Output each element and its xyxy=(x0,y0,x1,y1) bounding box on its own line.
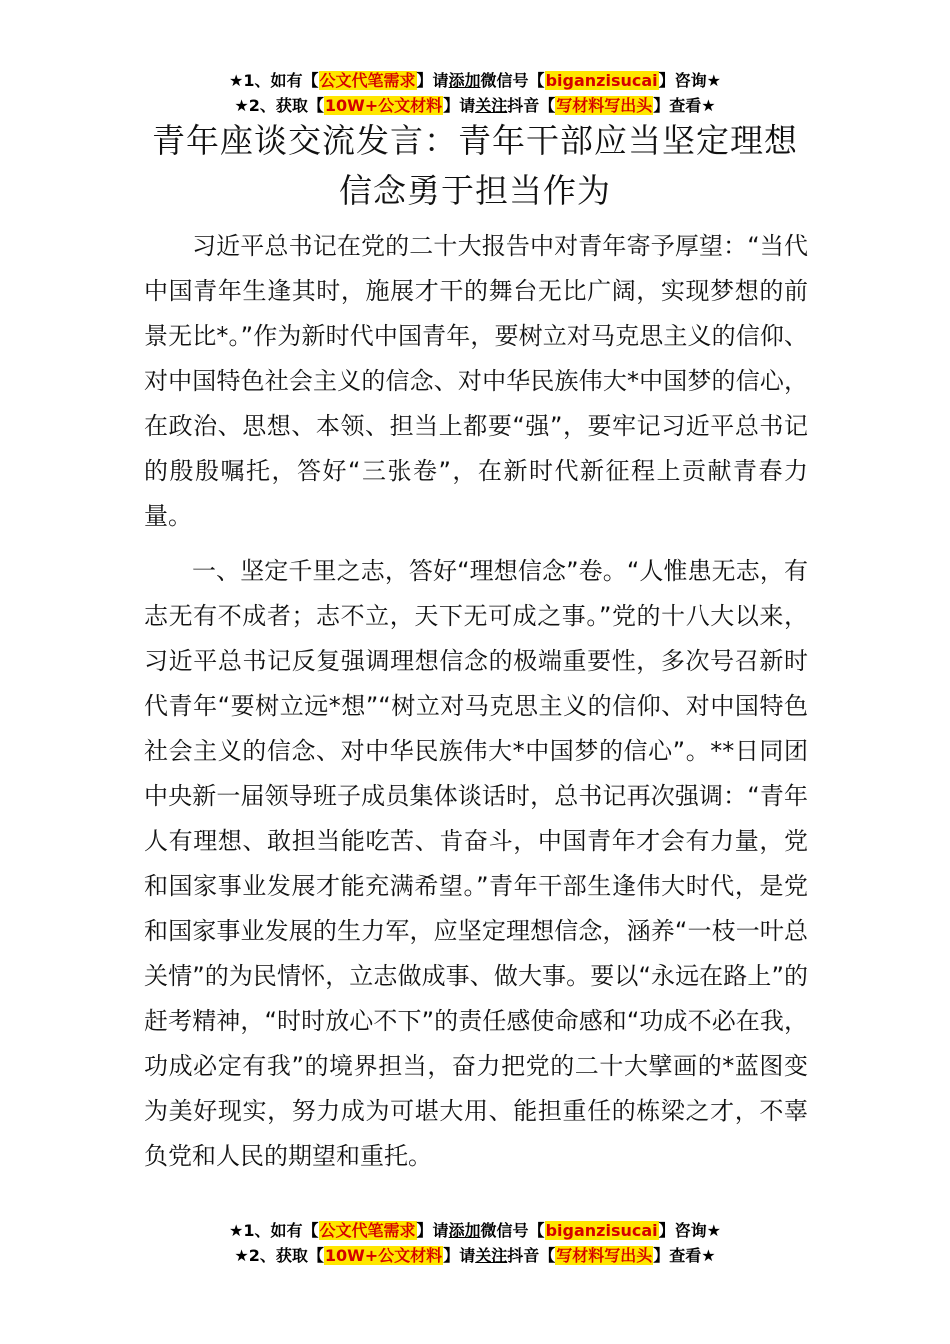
promo-text: 微信号【 xyxy=(480,71,545,90)
promo-highlight: 公文代笔需求 xyxy=(319,71,416,90)
promo-line-2 xyxy=(0,93,950,118)
promo-text: ★1、如有【 xyxy=(229,1221,319,1240)
promo-line-1 xyxy=(0,68,950,93)
promo-highlight-douyin-account: 写材料写出头 xyxy=(556,1246,653,1265)
title-line-1: 青年座谈交流发言：青年干部应当坚定理想 xyxy=(152,121,798,160)
document-title xyxy=(120,116,830,216)
promo-text: ★2、获取【 xyxy=(234,96,324,115)
promo-text: 】请 xyxy=(443,1246,476,1265)
header-promo-banner xyxy=(0,68,950,118)
footer-promo-banner xyxy=(0,1218,950,1268)
promo-highlight: 10W+公文材料 xyxy=(324,96,443,115)
promo-highlight-douyin-account: 写材料写出头 xyxy=(556,96,653,115)
promo-highlight-wechat-id: biganzisucai xyxy=(545,1221,658,1240)
promo-text: 】请 xyxy=(416,71,449,90)
title-line-2: 信念勇于担当作为 xyxy=(339,171,611,210)
paragraph-section-one: 一、坚定千里之志，答好“理想信念”卷。“人惟患无志，有志无有不成者；志不立，天下无可成之事。”党的十八大以来，习近平总书记反复强调理想信念的极端重要性，多次号召新时代青年“要树立远*想”“树立对马克思主义的信仰、对中国特色社会主义的信念、对中华民族伟大*中国梦的信心”。**日同团中央新一届领导班子成员集体谈话时，总书记再次强调：“青年人有理想、敢担当能吃苦、肯奋斗，中国青年才会有力量，党和国家事业发展才能充满希望。”青年干部生逢伟大时代，是党和国家事业发展的生力军，应坚定理想信念，涵养“一枝一叶总关情”的为民情怀，立志做成事、做大事。要以“永远在路上”的赶考精神，“时时放心不下”的责任感使命感和“功成不必在我，功成必定有我”的境界担当，奋力把党的二十大擘画的*蓝图变为美好现实，努力成为可堪大用、能担重任的栋梁之才，不辜负党和人民的期望和重托。 xyxy=(144,557,808,1170)
promo-emphasis: 关注 xyxy=(475,1246,508,1265)
document-body xyxy=(144,224,808,1189)
promo-text: ★1、如有【 xyxy=(229,71,319,90)
promo-text: 】查看★ xyxy=(653,96,716,115)
paragraph-intro: 习近平总书记在党的二十大报告中对青年寄予厚望：“当代中国青年生逢其时，施展才干的舞台无比广阔，实现梦想的前景无比*。”作为新时代中国青年，要树立对马克思主义的信仰、对中国特色社会主义的信念、对中华民族伟大*中国梦的信心，在政治、思想、本领、担当上都要“强”，要牢记习近平总书记的殷殷嘱托，答好“三张卷”，在新时代新征程上贡献青春力量。 xyxy=(144,232,808,530)
promo-text: 】咨询★ xyxy=(658,71,721,90)
promo-text: 】咨询★ xyxy=(658,1221,721,1240)
promo-emphasis: 添加 xyxy=(448,71,481,90)
promo-highlight-wechat-id: biganzisucai xyxy=(545,71,658,90)
promo-line-1 xyxy=(0,1218,950,1243)
promo-highlight: 公文代笔需求 xyxy=(319,1221,416,1240)
promo-text: 】查看★ xyxy=(653,1246,716,1265)
promo-text: ★2、获取【 xyxy=(234,1246,324,1265)
promo-text: 微信号【 xyxy=(480,1221,545,1240)
promo-text: 】请 xyxy=(416,1221,449,1240)
promo-text: 】请 xyxy=(443,96,476,115)
promo-text: 抖音【 xyxy=(507,1246,556,1265)
promo-emphasis: 关注 xyxy=(475,96,508,115)
promo-text: 抖音【 xyxy=(507,96,556,115)
promo-line-2 xyxy=(0,1243,950,1268)
promo-emphasis: 添加 xyxy=(448,1221,481,1240)
promo-highlight: 10W+公文材料 xyxy=(324,1246,443,1265)
